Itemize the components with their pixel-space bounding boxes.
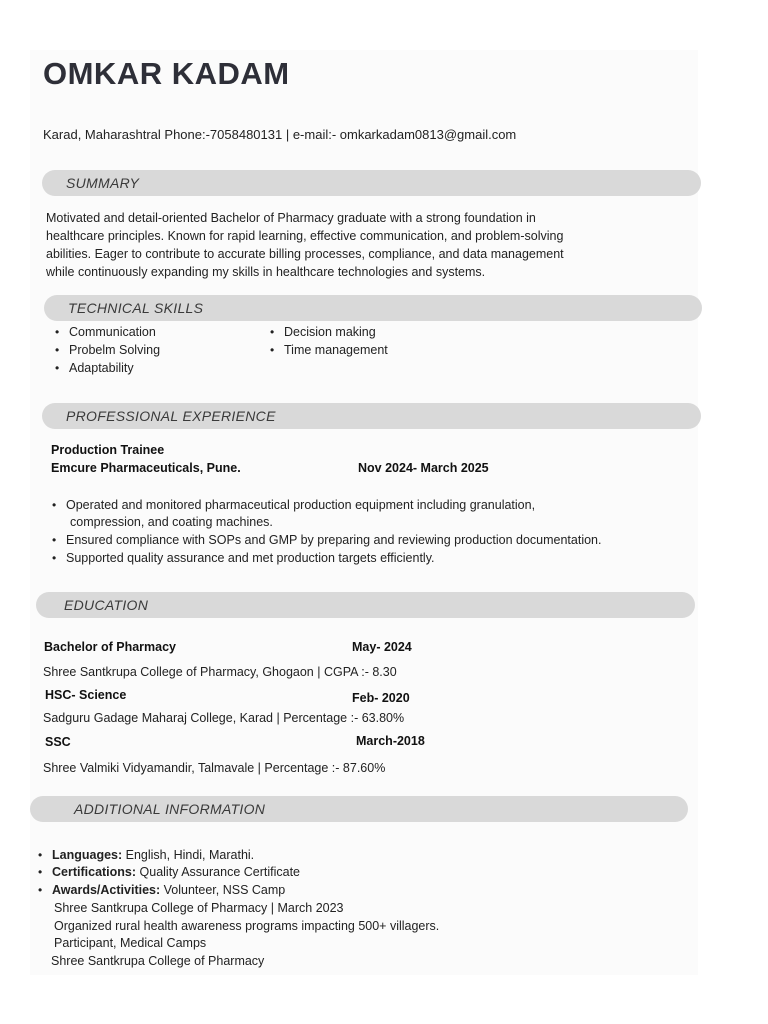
- experience-heading: PROFESSIONAL EXPERIENCE: [66, 408, 276, 424]
- education-heading-band: [36, 592, 695, 618]
- awards-label: Awards/Activities:: [52, 883, 161, 897]
- certifications-item: [52, 865, 300, 879]
- summary-text: [46, 209, 564, 281]
- languages-value: English, Hindi, Marathi.: [122, 848, 255, 862]
- skill-item: • Decision making: [284, 325, 376, 339]
- job-role: Production Trainee: [51, 443, 165, 457]
- education-date: Feb- 2020: [352, 691, 410, 705]
- candidate-name: OMKAR KADAM: [43, 56, 290, 91]
- summary-line: abilities. Eager to contribute to accurate billing processes, compliance, and data management: [46, 247, 564, 261]
- languages-label: Languages:: [52, 848, 123, 862]
- education-date: March-2018: [356, 734, 425, 748]
- education-degree: Bachelor of Pharmacy: [44, 640, 176, 654]
- education-heading: EDUCATION: [64, 597, 149, 613]
- awards-item: [52, 883, 285, 897]
- experience-bullet: • Ensured compliance with SOPs and GMP by preparing and reviewing production documentation.: [66, 533, 602, 547]
- additional-heading-band: [30, 796, 688, 822]
- languages-item: [52, 848, 254, 862]
- job-company: Emcure Pharmaceuticals, Pune.: [51, 461, 241, 475]
- education-detail: Shree Santkrupa College of Pharmacy, Ghogaon | CGPA :- 8.30: [43, 665, 397, 679]
- education-detail: Sadguru Gadage Maharaj College, Karad | Percentage :- 63.80%: [43, 711, 405, 725]
- certifications-label: Certifications:: [52, 865, 137, 879]
- job-dates: Nov 2024- March 2025: [358, 461, 489, 475]
- experience-bullet: • Supported quality assurance and met production targets efficiently.: [66, 551, 435, 565]
- skills-heading-band: [44, 295, 702, 321]
- summary-heading: SUMMARY: [66, 175, 140, 191]
- education-degree: SSC: [45, 735, 71, 749]
- contact-line: Karad, Maharashtral Phone:-7058480131 | e-mail:- omkarkadam0813@gmail.com: [43, 127, 517, 142]
- skill-item: • Time management: [284, 343, 388, 357]
- awards-detail-line: Participant, Medical Camps: [54, 936, 207, 950]
- summary-line: healthcare principles. Known for rapid learning, effective communication, and problem-solving: [46, 229, 564, 243]
- awards-detail-line: Shree Santkrupa College of Pharmacy: [51, 954, 265, 968]
- awards-detail-line: Organized rural health awareness programs impacting 500+ villagers.: [54, 919, 440, 933]
- additional-heading: ADDITIONAL INFORMATION: [74, 801, 266, 817]
- education-detail: Shree Valmiki Vidyamandir, Talmavale | Percentage :- 87.60%: [43, 761, 386, 775]
- skill-item: • Communication: [69, 325, 156, 339]
- awards-value: Volunteer, NSS Camp: [160, 883, 286, 897]
- skill-item: • Adaptability: [69, 361, 134, 375]
- certifications-value: Quality Assurance Certificate: [136, 865, 301, 879]
- summary-line: while continuously expanding my skills in healthcare technologies and systems.: [46, 265, 486, 279]
- summary-heading-band: [42, 170, 701, 196]
- education-degree: HSC- Science: [45, 688, 127, 702]
- experience-bullet-continuation: compression, and coating machines.: [70, 515, 273, 529]
- experience-bullet: • Operated and monitored pharmaceutical production equipment including granulation,: [66, 498, 535, 512]
- awards-detail-line: Shree Santkrupa College of Pharmacy | March 2023: [54, 901, 344, 915]
- summary-line: Motivated and detail-oriented Bachelor of Pharmacy graduate with a strong foundation in: [46, 211, 536, 225]
- experience-heading-band: [42, 403, 701, 429]
- skill-item: • Probelm Solving: [69, 343, 160, 357]
- education-date: May- 2024: [352, 640, 412, 654]
- skills-heading: TECHNICAL SKILLS: [68, 300, 204, 316]
